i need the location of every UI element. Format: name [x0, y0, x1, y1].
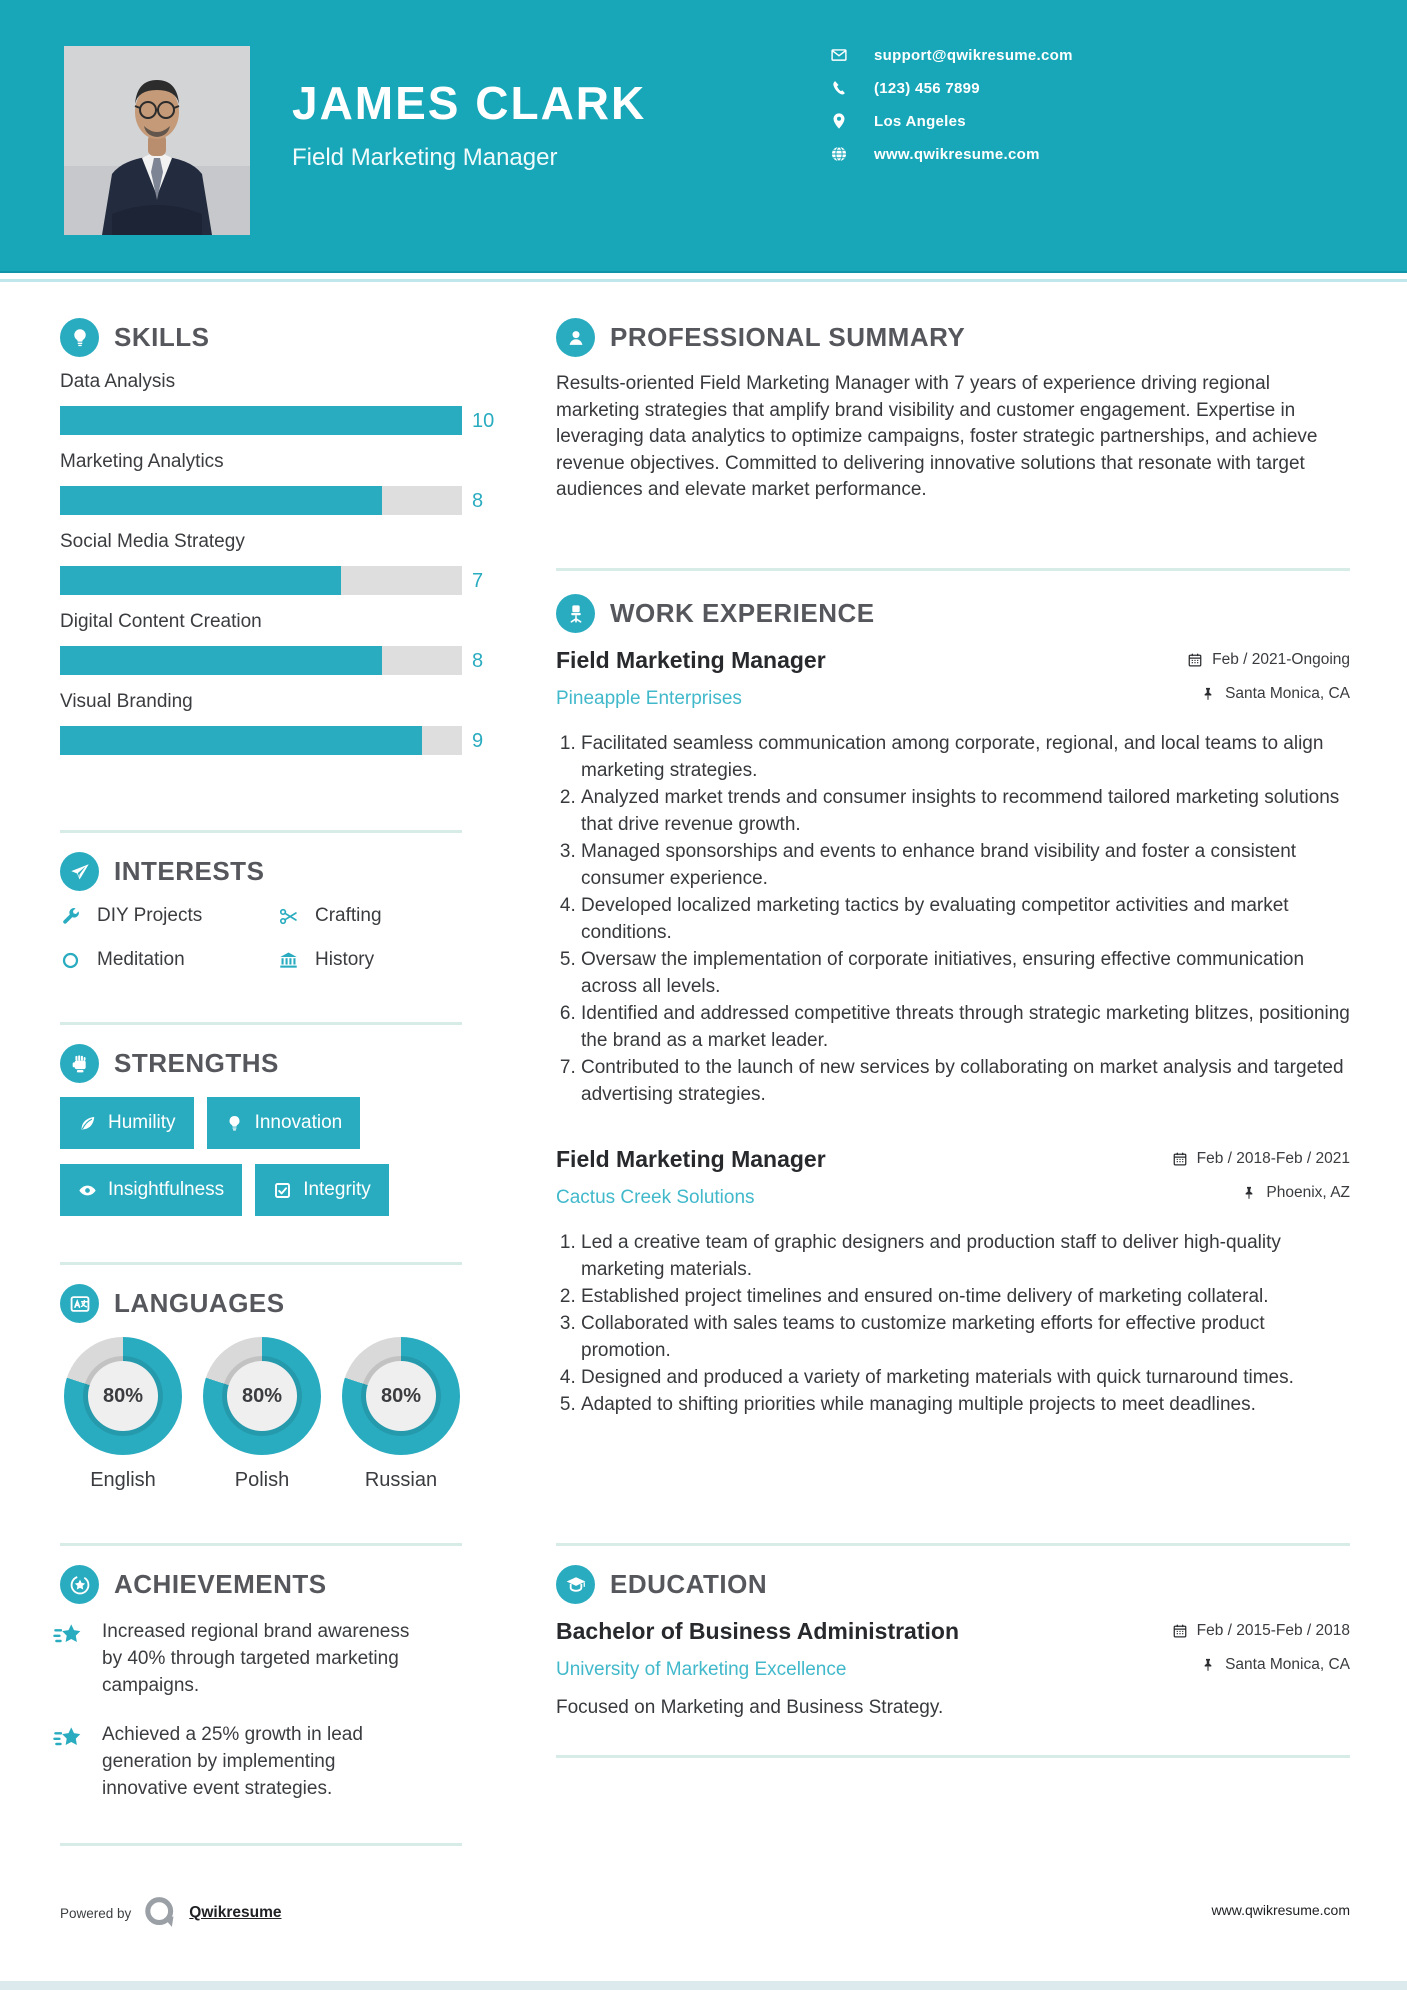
- experience-section: [556, 594, 1350, 1418]
- interest-item: [60, 949, 278, 971]
- skill-label: Digital Content Creation: [60, 611, 262, 632]
- language-label: Polish: [234, 1469, 290, 1491]
- powered-by-label: Powered by: [60, 1905, 132, 1921]
- skill-bar-fill: [60, 646, 382, 675]
- calendar-icon: [1187, 652, 1203, 668]
- achievement-item: [52, 1618, 417, 1699]
- leaf-icon: [78, 1114, 97, 1133]
- contact-phone: (123) 456 7899: [874, 79, 980, 97]
- section-divider: [60, 1843, 462, 1846]
- skills-section: [60, 318, 560, 771]
- skill-value: 9: [472, 730, 484, 752]
- section-divider: [60, 1022, 462, 1025]
- globe-icon: [830, 145, 848, 163]
- language-percent: 80%: [88, 1361, 158, 1431]
- pushpin-icon: [1241, 1185, 1257, 1201]
- job-entry: [556, 647, 1350, 1108]
- lightbulb-icon: [60, 318, 99, 357]
- header-band: [0, 0, 1407, 271]
- interest-label: DIY Projects: [97, 905, 203, 926]
- skill-label: Visual Branding: [60, 691, 193, 712]
- graduation-cap-icon: [556, 1565, 595, 1604]
- job-bullet: 2. Analyzed market trends and consumer insights to recommend tailored marketing solutions that drive revenue growth.: [581, 784, 1351, 838]
- pushpin-icon: [1200, 686, 1216, 702]
- language-label: Russian: [364, 1469, 438, 1491]
- job-bullet: 7. Contributed to the launch of new services by collaborating on market analysis and targeted advertising strategies.: [581, 1054, 1351, 1108]
- interest-label: Crafting: [315, 905, 382, 926]
- language-label: English: [90, 1469, 156, 1491]
- skill-row: [60, 611, 484, 675]
- language-percent: 80%: [227, 1361, 297, 1431]
- summary-section: [556, 318, 1350, 504]
- skill-bar-track: [60, 566, 462, 595]
- section-divider: [60, 830, 462, 833]
- contact-phone-row: [830, 77, 1350, 99]
- interest-item: [278, 949, 462, 971]
- checkbox-icon: [273, 1181, 292, 1200]
- star-circle-icon: [60, 1565, 99, 1604]
- skill-bar-fill: [60, 486, 382, 515]
- experience-heading: WORK EXPERIENCE: [610, 598, 875, 628]
- phone-icon: [830, 79, 848, 97]
- strength-badge: [60, 1164, 242, 1216]
- shooting-star-icon: [52, 1620, 85, 1653]
- language-item: [342, 1337, 460, 1492]
- skill-value: 10: [472, 410, 495, 432]
- footer-branding: [60, 1894, 281, 1932]
- skill-bar-fill: [60, 726, 422, 755]
- achievement-text: Increased regional brand awareness by 40% through targeted marketing campaigns.: [102, 1621, 410, 1696]
- summary-heading: PROFESSIONAL SUMMARY: [610, 322, 966, 352]
- skill-row: [60, 451, 484, 515]
- language-donut-chart: [64, 1337, 182, 1455]
- circle-icon: [60, 950, 81, 971]
- section-divider: [556, 1543, 1350, 1546]
- interest-item: [278, 905, 462, 927]
- job-bullet-list: [556, 1229, 1351, 1418]
- degree-title: Bachelor of Business Administration: [556, 1618, 959, 1644]
- wrench-icon: [60, 906, 81, 927]
- qwikresume-logo-icon: [141, 1894, 179, 1932]
- contact-block: [830, 44, 1350, 176]
- fist-icon: [60, 1044, 99, 1083]
- profile-photo: [64, 46, 250, 235]
- education-location-row: [1172, 1654, 1350, 1676]
- skill-row: [60, 371, 495, 435]
- interests-heading: INTERESTS: [114, 856, 265, 886]
- calendar-icon: [1172, 1151, 1188, 1167]
- job-dates-row: [1187, 649, 1350, 671]
- strength-badge: [207, 1097, 361, 1149]
- bottom-accent-strip: [0, 1981, 1407, 1990]
- job-bullet: 4. Developed localized marketing tactics by evaluating competitor activities and market conditions.: [581, 892, 1351, 946]
- languages-section: [60, 1284, 500, 1492]
- summary-text: Results-oriented Field Marketing Manager with 7 years of experience driving regional marketing strategies that amplify brand visibility and customer engagement. Expertise in leveraging data analytics to optimize campaigns, foster strategic partnerships, and achieve revenue objectives. Committed to delivering innovative solutions that resonate with target audiences and elevate market performance.: [556, 373, 1318, 500]
- job-bullet: 5. Oversaw the implementation of corporate initiatives, ensuring effective communication across all levels.: [581, 946, 1351, 1000]
- job-company: Pineapple Enterprises: [556, 688, 742, 709]
- language-donut-chart: [203, 1337, 321, 1455]
- language-item: [203, 1337, 321, 1492]
- job-bullet: 1. Led a creative team of graphic designers and production staff to deliver high-quality marketing materials.: [581, 1229, 1351, 1283]
- school-name: University of Marketing Excellence: [556, 1659, 847, 1680]
- job-bullet: 1. Facilitated seamless communication among corporate, regional, and local teams to align marketing strategies.: [581, 730, 1351, 784]
- location-pin-icon: [830, 112, 848, 130]
- person-icon: [556, 318, 595, 357]
- education-dates: Feb / 2015-Feb / 2018: [1196, 1622, 1350, 1639]
- job-location: Santa Monica, CA: [1225, 685, 1350, 702]
- contact-email: support@qwikresume.com: [874, 46, 1073, 64]
- contact-location-row: [830, 110, 1350, 132]
- section-divider: [60, 1262, 462, 1265]
- header-edge-line: [0, 271, 1407, 273]
- skills-heading: SKILLS: [114, 322, 210, 352]
- job-location-row: [1187, 683, 1350, 705]
- footer-website: www.qwikresume.com: [1211, 1902, 1350, 1918]
- contact-location: Los Angeles: [874, 112, 966, 130]
- job-title: Field Marketing Manager: [556, 1146, 826, 1172]
- skill-value: 8: [472, 650, 484, 672]
- education-section: [556, 1565, 1350, 1719]
- person-job-title: Field Marketing Manager: [292, 144, 558, 171]
- scissors-icon: [278, 906, 299, 927]
- skill-bar-track: [60, 726, 462, 755]
- interest-item: [60, 905, 278, 927]
- skill-value: 8: [472, 490, 484, 512]
- translate-icon: [60, 1284, 99, 1323]
- strength-label: Innovation: [254, 1112, 343, 1133]
- education-heading: EDUCATION: [610, 1569, 768, 1599]
- skill-value: 7: [472, 570, 484, 592]
- education-dates-row: [1172, 1620, 1350, 1642]
- skill-label: Data Analysis: [60, 371, 176, 392]
- strength-label: Humility: [108, 1112, 176, 1133]
- skill-label: Social Media Strategy: [60, 531, 245, 552]
- job-dates-row: [1172, 1148, 1350, 1170]
- strength-label: Integrity: [303, 1179, 371, 1200]
- interests-section: [60, 852, 500, 971]
- achievements-heading: ACHIEVEMENTS: [114, 1569, 327, 1599]
- section-divider: [556, 568, 1350, 571]
- strengths-heading: STRENGTHS: [114, 1048, 279, 1078]
- achievement-text: Achieved a 25% growth in lead generation by implementing innovative event strategies.: [102, 1724, 363, 1799]
- strength-label: Insightfulness: [108, 1179, 225, 1200]
- skill-bar-track: [60, 486, 462, 515]
- pushpin-icon: [1200, 1657, 1216, 1673]
- contact-website: www.qwikresume.com: [874, 145, 1040, 163]
- envelope-icon: [830, 46, 848, 64]
- office-chair-icon: [556, 594, 595, 633]
- skill-row: [60, 691, 484, 755]
- job-dates: Feb / 2021-Ongoing: [1212, 651, 1350, 668]
- paper-plane-icon: [60, 852, 99, 891]
- job-bullet: 2. Established project timelines and ensured on-time delivery of marketing collateral.: [581, 1283, 1351, 1310]
- person-name: JAMES CLARK: [292, 77, 647, 129]
- skill-bar-track: [60, 646, 462, 675]
- skill-row: [60, 531, 484, 595]
- job-bullet: 6. Identified and addressed competitive threats through strategic marketing blitzes, positioning the brand as a market leader.: [581, 1000, 1351, 1054]
- job-dates: Feb / 2018-Feb / 2021: [1196, 1150, 1350, 1167]
- language-item: [64, 1337, 182, 1492]
- strength-badge: [255, 1164, 389, 1216]
- skill-bar-fill: [60, 406, 462, 435]
- header-accent-line: [0, 279, 1407, 282]
- job-bullet: 4. Designed and produced a variety of marketing materials with quick turnaround times.: [581, 1364, 1351, 1391]
- education-description: Focused on Marketing and Business Strategy.: [556, 1697, 944, 1718]
- job-entry: [556, 1146, 1350, 1418]
- education-location: Santa Monica, CA: [1225, 1656, 1350, 1673]
- language-donut-chart: [342, 1337, 460, 1455]
- job-bullet: 3. Managed sponsorships and events to enhance brand visibility and foster a consistent consumer experience.: [581, 838, 1351, 892]
- eye-icon: [78, 1181, 97, 1200]
- interest-label: History: [315, 949, 375, 970]
- skill-bar-track: [60, 406, 462, 435]
- qwikresume-link[interactable]: Qwikresume: [189, 1904, 282, 1921]
- achievement-item: [52, 1721, 417, 1802]
- achievements-section: [52, 1565, 492, 1824]
- shooting-star-icon: [52, 1723, 85, 1756]
- calendar-icon: [1172, 1623, 1188, 1639]
- job-location: Phoenix, AZ: [1266, 1184, 1350, 1201]
- section-divider: [60, 1543, 462, 1546]
- contact-website-row: [830, 143, 1350, 165]
- contact-email-row: [830, 44, 1350, 66]
- language-percent: 80%: [366, 1361, 436, 1431]
- job-title: Field Marketing Manager: [556, 647, 826, 673]
- profile-photo-illustration: [64, 46, 250, 235]
- job-company: Cactus Creek Solutions: [556, 1187, 755, 1208]
- lightbulb-icon: [225, 1114, 244, 1133]
- museum-icon: [278, 950, 299, 971]
- job-bullet: 3. Collaborated with sales teams to customize marketing efforts for effective product promotion.: [581, 1310, 1351, 1364]
- languages-heading: LANGUAGES: [114, 1288, 285, 1318]
- skill-bar-fill: [60, 566, 341, 595]
- strength-badge: [60, 1097, 194, 1149]
- strengths-section: [60, 1044, 500, 1231]
- skill-label: Marketing Analytics: [60, 451, 224, 472]
- job-location-row: [1172, 1182, 1350, 1204]
- interest-label: Meditation: [97, 949, 185, 970]
- job-bullet: 5. Adapted to shifting priorities while managing multiple projects to meet deadlines.: [581, 1391, 1351, 1418]
- job-bullet-list: [556, 730, 1351, 1108]
- section-divider: [556, 1755, 1350, 1758]
